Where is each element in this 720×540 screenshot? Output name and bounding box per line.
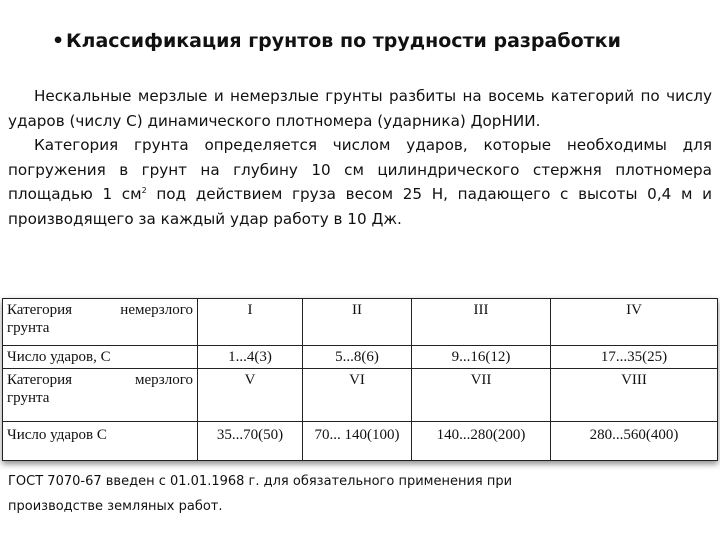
footnote [8, 474, 712, 518]
row-label-blow-count-frozen: Число ударов С [3, 422, 198, 461]
superscript-2: 2 [141, 186, 147, 195]
table-cell: IV [551, 299, 718, 346]
table-cell: 9...16(12) [412, 346, 551, 369]
table-cell: 140...280(200) [412, 422, 551, 461]
table-cell: I [198, 299, 303, 346]
table-cell: VII [412, 369, 551, 422]
title-text: Классификация грунтов по трудности разработки [66, 30, 621, 52]
footnote-line-2: производстве земляных работ. [8, 499, 223, 514]
table-cell: 70... 140(100) [303, 422, 412, 461]
row-label-blow-count: Число ударов, С [3, 346, 198, 369]
label-word: мерзлого [134, 372, 193, 388]
paragraph-2-part-2: под действием груза весом 25 Н, падающего с высоты 0,4 м и производящего за каждый удар работу в 10 Дж. [8, 185, 713, 228]
body-text [8, 84, 712, 231]
table-cell: VIII [551, 369, 718, 422]
label-word: грунта [7, 390, 50, 406]
table-row [3, 369, 718, 422]
table-cell: 5...8(6) [303, 346, 412, 369]
table-cell: III [412, 299, 551, 346]
table-cell: 17...35(25) [551, 346, 718, 369]
row-label-frozen-category [3, 369, 198, 422]
table-cell: VI [303, 369, 412, 422]
label-spread-line [7, 371, 193, 389]
table-cell: V [198, 369, 303, 422]
table-row [3, 422, 718, 461]
footnote-line-1: ГОСТ 7070-67 введен с 01.01.1968 г. для обязательного применения при [8, 474, 513, 489]
table-cell: 280...560(400) [551, 422, 718, 461]
slide-title [52, 28, 692, 54]
bullet-icon: • [52, 30, 65, 52]
table-row [3, 299, 718, 346]
row-label-unfrozen-category: Категория немерзлого грунта [3, 299, 198, 346]
table-cell: II [303, 299, 412, 346]
label-word: Категория [7, 372, 72, 388]
table-cell: 1...4(3) [198, 346, 303, 369]
paragraph-2-part-1: Категория грунта определяется числом ударов, которые необходимы для погружения в грунт на глубину 10 см цилиндрического стержня плотномера площадью 1 см [8, 136, 712, 203]
table-row [3, 346, 718, 369]
soil-category-table [2, 298, 718, 461]
paragraph-1: Нескальные мерзлые и немерзлые грунты разбиты на восемь категорий по числу ударов (числу С) динамического плотномера (ударника) ДорНИИ. [8, 87, 712, 130]
paragraph-2 [8, 133, 712, 231]
table-cell: 35...70(50) [198, 422, 303, 461]
